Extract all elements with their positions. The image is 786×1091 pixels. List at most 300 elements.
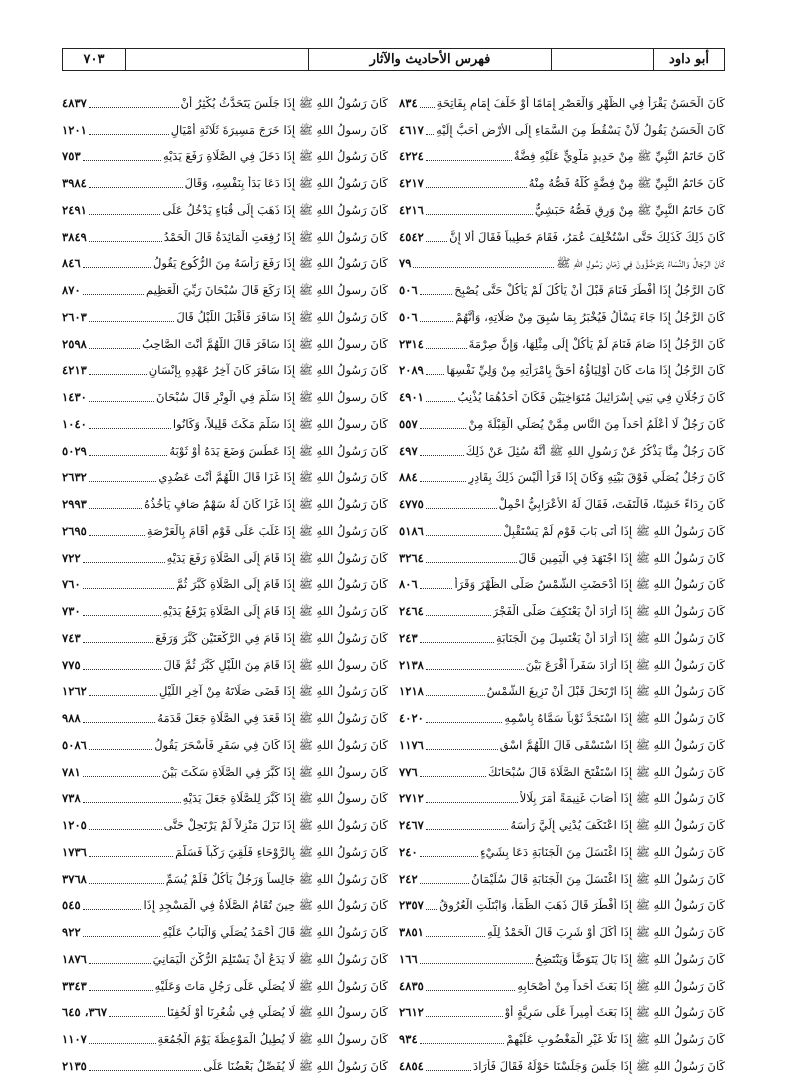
header-blank-cell: [125, 49, 308, 70]
entry-reference-number: ٢٦٣٢: [62, 470, 87, 485]
dot-leader: [426, 187, 527, 188]
index-entry: [399, 459, 725, 486]
entry-text: كَانَ رَسُولُ اللهِ ﷺ لَا يُفَصِّلُ بَعْضُنَا عَلَى: [203, 1058, 388, 1073]
entry-text: كَانَ رَسُولُ اللهِ ﷺ إِذَا بَعَثَ أَحَداً مِنْ أَصْحَابِهِ: [517, 978, 725, 993]
entry-text: كَانَ رسولُ اللهِ ﷺ إِذَا سَافَرَ قَالَ اللَّهُمَّ أَنْتَ الصَّاحِبُ: [142, 336, 388, 351]
left-column: [62, 84, 388, 1074]
index-entry: [62, 298, 388, 325]
index-entry: [62, 913, 388, 940]
entry-text: كَانَ رَسُولُ اللهِ ﷺ إِذَا أَرَادَ أَنْ يَعْتَكِفَ صَلَّى الْفَجْرَ: [492, 604, 725, 618]
dot-leader: [89, 241, 162, 242]
index-entry: [62, 967, 388, 994]
entry-reference-number: ٢٤٦٤: [399, 604, 424, 618]
entry-reference-number: ١٢٠٥: [62, 818, 87, 832]
dot-leader: [83, 909, 142, 910]
dot-leader: [83, 267, 151, 268]
entry-reference-number: ٤٨٣٥: [399, 978, 424, 993]
dot-leader: [89, 107, 179, 108]
index-entry: [399, 1047, 725, 1074]
index-entry: [399, 539, 725, 566]
dot-leader: [426, 348, 467, 349]
entry-reference-number: ٢٥٩٨: [62, 336, 87, 351]
index-entry: [62, 378, 388, 405]
index-entry: [399, 325, 725, 352]
entry-reference-number: ٣٢٦٤: [399, 550, 424, 565]
dot-leader: [426, 241, 447, 242]
entry-text: كَانَ رسولُ اللهِ ﷺ إِذَا خَرَجَ مَسِيرَةَ ثَلَاثَةِ أَمْيَالٍ: [170, 122, 388, 137]
index-entry: [62, 84, 388, 111]
index-entry: [62, 619, 388, 646]
index-entry: [399, 218, 725, 245]
entry-reference-number: ٩٢٢: [62, 925, 81, 939]
index-entry: [399, 860, 725, 887]
dot-leader: [420, 321, 454, 322]
entry-text: كَانَ رَسُولُ اللهِ ﷺ إِذَا غَزَا كَانَ لَهُ سَهْمٌ صَافٍ يَأْخُذُهُ: [144, 497, 388, 511]
dot-leader: [83, 776, 160, 777]
dot-leader: [426, 990, 515, 991]
entry-reference-number: ١١٧٦: [399, 737, 424, 752]
dot-leader: [83, 615, 161, 616]
dot-leader: [420, 856, 478, 857]
entry-reference-number: ٣٩٨٤: [62, 176, 87, 190]
entry-text: كَانَ رَسُولُ اللهِ ﷺ إِذَا قَامَ إِلَى الصَّلَاةِ كَبَّرَ ثُمَّ: [176, 577, 388, 592]
entry-reference-number: ١٢١٨: [399, 684, 424, 699]
index-entry: [62, 566, 388, 593]
entry-text: كَانَ رَسُولُ اللهِ ﷺ إِذَا أَتَى بَابَ قَوْمٍ لَمْ يَسْتَقْبِلْ: [503, 523, 725, 538]
entry-reference-number: ٤٢١٧: [399, 176, 424, 190]
entry-reference-number: ٣٨٥١: [399, 925, 424, 939]
entry-text: كَانَ رَسُولُ اللهِ ﷺ إِذَا غَلَبَ عَلَى قَوْمٍ أَقَامَ بِالْعَرْصَةِ: [146, 523, 388, 538]
entry-reference-number: ٧٦٠: [62, 577, 81, 592]
dot-leader: [89, 455, 168, 456]
index-entry: [62, 833, 388, 860]
index-entry: [62, 164, 388, 191]
entry-text: كَانَ رَسُولُ اللهِ ﷺ إِذَا ذَهَبَ إِلَى قُبَاءٍ يَدْخُلُ عَلَى: [162, 202, 388, 217]
entry-text: كَانَ رَسُولُ اللهِ ﷺ لَا يَدَعُ أَنْ يَسْتَلِمَ الرُّكْنَ الْيَمَانِيَ: [152, 951, 388, 966]
dot-leader: [426, 669, 524, 670]
dot-leader: [89, 508, 142, 509]
entry-text: كَانَ رَسُولُ اللهِ ﷺ إِذَا اسْتَسْقَى قَالَ اللَّهُمَّ اسْقِ: [499, 737, 725, 752]
entry-text: كَانَ خَاتَمُ النَّبِيِّ ﷺ مِنْ وَرِقٍ فَصُّهُ حَبَشِيٌّ: [534, 202, 725, 217]
entry-reference-number: ٤٥٤٢: [399, 229, 424, 244]
index-entry: [399, 753, 725, 780]
entry-text: كَانَ رَسُولُ اللهِ ﷺ إِذَا دَعَا بَدَأَ بِنَفْسِهِ، وَقَالَ: [184, 176, 388, 190]
index-entry: [399, 619, 725, 646]
dot-leader: [426, 562, 517, 563]
entry-text: كَانَ الرِّجَالُ وَالنِّسَاءُ يَتَوَضَّؤُونَ فِي زَمَانِ رَسُولِ اللهِ ﷺ: [556, 256, 725, 271]
index-entry: [62, 138, 388, 165]
entry-text: كَانَ ذَلِكَ كَذَلِكَ حَتَّى اسْتُخْلِفَ عُمَرُ، فَقَامَ خَطِيباً فَقَالَ أَلا إِنَّ: [449, 229, 725, 244]
index-entry: [399, 271, 725, 298]
dot-leader: [426, 829, 508, 830]
entry-text: كَانَ رَسُولُ اللهِ ﷺ إِذَا قَامَ إِلَى الصَّلَاةِ يَرْفَعُ يَدَيْهِ: [162, 604, 388, 618]
entry-text: كَانَ رَسُولُ اللهِ ﷺ إِذَا ارْتَحَلَ قَبْلَ أَنْ تَزِيغَ الشَّمْسُ: [486, 684, 725, 699]
index-entry: [62, 111, 388, 138]
entry-reference-number: ٧٥٣: [62, 149, 81, 164]
entry-reference-number: ٢٤٠: [399, 844, 418, 859]
dot-leader: [89, 321, 174, 322]
dot-leader: [420, 428, 467, 429]
dot-leader: [83, 669, 162, 670]
index-entry: [399, 352, 725, 379]
index-entry: [62, 405, 388, 432]
dot-leader: [426, 909, 437, 910]
dot-leader: [420, 642, 494, 643]
entry-text: كَانَ رسولُ اللهِ ﷺ إِذَا قَامَ مِنَ اللَّيْلِ كَبَّرَ ثُمَّ قَالَ: [163, 657, 388, 672]
entry-reference-number: ٢١٣٥: [62, 1058, 87, 1073]
dot-leader: [89, 535, 145, 536]
index-entry: [399, 806, 725, 833]
page-header: [62, 48, 725, 71]
entry-reference-number: ٤٠٢٠: [399, 711, 424, 725]
entry-text: كَانَ رَسُولُ اللهِ ﷺ جَالِساً وَرَجُلٌ يَأْكُلُ فَلَمْ يُسَمِّ: [165, 871, 388, 886]
index-entry: [62, 191, 388, 218]
dot-leader: [89, 883, 164, 884]
entry-text: كَانَ رَسُولُ اللهِ ﷺ إِذَا أَصَابَ غَنِيمَةً أَمَرَ بِلَالاً: [519, 791, 725, 806]
dot-leader: [89, 374, 147, 375]
index-entry: [399, 967, 725, 994]
entry-text: كَانَ رسولُ اللهِ ﷺ إِذَا رَكَعَ قَالَ سُبْحَانَ رَبِّيَ الْعَظِيمِ: [146, 283, 388, 297]
index-entry: [399, 512, 725, 539]
index-entry: [399, 566, 725, 593]
entry-reference-number: ١٤٣٠: [62, 390, 87, 404]
entry-reference-number: ٢٤٦٧: [399, 818, 424, 832]
dot-leader: [83, 936, 161, 937]
entry-text: كَانَ رَسُولُ اللهِ ﷺ إِذَا دَخَلَ فِي الصَّلَاةِ رَفَعَ يَدَيْهِ: [162, 149, 388, 164]
entry-reference-number: ١٢٠١: [62, 122, 87, 137]
dot-leader: [426, 134, 434, 135]
index-entry: [399, 780, 725, 807]
entry-text: كَانَ رَسُولُ اللهِ ﷺ إِذَا جَلَسَ يَتَحَدَّثُ يُكْثِرُ أَنْ: [180, 95, 388, 110]
entry-reference-number: ٨٨٤: [399, 470, 418, 485]
entry-reference-number: ٥٠٦: [399, 283, 418, 297]
index-entry: [399, 164, 725, 191]
index-entry: [399, 646, 725, 673]
dot-leader: [89, 134, 169, 135]
dot-leader: [426, 1070, 471, 1071]
entry-reference-number: ٢٤٩١: [62, 202, 87, 217]
entry-text: كَانَ رَسُولُ اللهِ ﷺ إِذَا غَزَا قَالَ اللَّهُمَّ أَنْتَ عَضُدِي: [158, 470, 388, 485]
index-entry: [62, 1020, 388, 1047]
entry-reference-number: ٢٦٩٥: [62, 523, 87, 538]
dot-leader: [89, 481, 156, 482]
index-entry: [62, 940, 388, 967]
entry-text: كَانَ الرَّجُلُ إِذَا جَاءَ يَسْأَلُ فَيُخْبَرُ بِمَا سُبِقَ مِنْ صَلَاتِهِ، وَأَنَّهُمْ: [455, 309, 725, 324]
dot-leader: [426, 374, 444, 375]
index-entry: [62, 218, 388, 245]
entry-text: كَانَ رَسُولُ اللهِ ﷺ إِذَا اغْتَسَلَ مِنَ الْجَنَابَةِ قَالَ سُلَيْمَانُ: [471, 871, 725, 886]
entry-reference-number: ٤٨٣٧: [62, 95, 87, 110]
index-entry: [399, 245, 725, 272]
entry-text: كَانَ رَسُولُ اللهِ ﷺ إِذَا سَافَرَ فَأَقْبَلَ اللَّيْلُ قَالَ: [176, 309, 388, 324]
dot-leader: [89, 1043, 156, 1044]
entry-reference-number: ٥٥٧: [399, 416, 418, 431]
entry-text: كَانَ خَاتَمُ النَّبِيِّ ﷺ مِنْ فِضَّةٍ كُلُّهُ فَصُّهُ مِنْهُ: [528, 176, 725, 190]
dot-leader: [83, 562, 165, 563]
entry-text: كَانَ رسولُ اللهِ ﷺ إِذَا كَبَّرَ فِي الصَّلَاةِ سَكَتَ بَيْنَ: [161, 764, 388, 779]
index-entry: [62, 860, 388, 887]
entry-reference-number: ١٠٤٠: [62, 416, 87, 431]
index-entry: [399, 887, 725, 914]
entry-reference-number: ٤٨٥٤: [399, 1058, 424, 1073]
index-entry: [62, 780, 388, 807]
entry-text: كَانَ رَسُولُ اللهِ ﷺ إِذَا عَطَسَ وَضَعَ يَدَهُ أَوْ ثَوْبَهُ: [169, 443, 388, 458]
dot-leader: [426, 936, 485, 937]
dot-leader: [89, 963, 151, 964]
entry-text: كَانَ الرَّجُلُ إِذَا صَامَ فَنَامَ لَمْ يَأْكُلْ إِلَى مِثْلِهَا، وَإِنَّ صِرْمَةَ: [468, 336, 725, 351]
entry-reference-number: ٣٨٤٩: [62, 229, 87, 244]
entry-text: كَانَ رَجُلٌ مِنَّا يَذْكُرُ عَنْ رَسُولِ اللهِ ﷺ أَنَّهُ سُئِلَ عَنْ ذَلِكَ: [465, 443, 725, 458]
dot-leader: [83, 642, 154, 643]
entry-text: كَانَ رَسُولُ اللهِ ﷺ إِذَا رُفِعَتِ الْمَائِدَةُ قَالَ الْحَمْدُ: [163, 229, 388, 244]
index-entry: [399, 84, 725, 111]
entry-text: كَانَ رسولُ اللهِ ﷺ إِذَا سَلَّمَ مَكَثَ قَلِيلاً، وَكَانُوا: [172, 416, 388, 431]
index-entry: [62, 592, 388, 619]
dot-leader: [426, 535, 501, 536]
entry-text: كَانَ رَسُولُ اللهِ ﷺ إِذَا اجْتَهَدَ فِي الْيَمِينِ قَالَ: [518, 550, 725, 565]
entry-reference-number: ٢٦٠٣: [62, 309, 87, 324]
entry-text: كَانَ رَسُولُ اللهِ ﷺ إِذَا اغْتَسَلَ مِنَ الْجَنَابَةِ دَعَا بِشَيْءٍ: [480, 844, 725, 859]
index-entry: [62, 352, 388, 379]
entry-text: كَانَ رَسُولُ اللهِ ﷺ لَا يُصَلِّي عَلَى رَجُلٍ مَاتَ وَعَلَيْهِ: [154, 978, 388, 993]
entry-text: كَانَ رَسُولُ اللهِ ﷺ إِذَا رَفَعَ رَأْسَهُ مِنَ الرُّكُوعِ يَقُولُ: [152, 256, 388, 271]
dot-leader: [413, 267, 554, 268]
dot-leader: [420, 1043, 505, 1044]
entry-reference-number: ١٢٦٢: [62, 684, 87, 699]
index-entry: [62, 485, 388, 512]
index-entry: [399, 699, 725, 726]
right-column: [399, 84, 725, 1074]
entry-text: كَانَ رَسُولُ اللهِ ﷺ إِذَا بَعَثَ أَمِيراً عَلَى سَرِيَّةٍ أَوْ: [504, 1005, 725, 1020]
index-entry: [399, 592, 725, 619]
index-columns: [62, 84, 725, 1074]
entry-reference-number: ٤٢١٣: [62, 363, 87, 378]
entry-reference-number: ٤٦١٧: [399, 122, 424, 137]
entry-text: كَانَ رسولُ اللهِ ﷺ إِذَا سَلَّمَ فِي الْوِتْرِ قَالَ سُبْحَانَ: [156, 390, 388, 404]
index-entry: [62, 245, 388, 272]
index-entry: [62, 1047, 388, 1074]
entry-reference-number: ٧٨١: [62, 764, 81, 779]
dot-leader: [89, 214, 160, 215]
index-entry: [399, 111, 725, 138]
header-page-number: ٧٠٣: [83, 52, 105, 67]
entry-text: كَانَ رَجُلَانِ فِي بَنِي إِسْرَائِيلَ مُتَوَاخِيَيْنِ فَكَانَ أَحَدُهُمَا يُذْنِبُ: [457, 390, 725, 404]
dot-leader: [426, 214, 533, 215]
dot-leader: [426, 695, 485, 696]
entry-text: كَانَ رَسُولُ اللهِ ﷺ إِذَا قَامَ فِي الرَّكْعَتَيْنِ كَبَّرَ وَرَفَعَ: [155, 630, 388, 645]
entry-reference-number: ٢٣١٤: [399, 336, 424, 351]
index-entry: [62, 673, 388, 700]
entry-reference-number: ٧٤٣: [62, 630, 81, 645]
entry-text: كَانَ رَسُولُ اللهِ ﷺ إِذَا نَزَلَ مَنْزِلاً لَمْ يَرْتَحِلْ حَتَّى: [163, 818, 388, 832]
entry-reference-number: ٨٤٦: [62, 256, 81, 271]
entry-reference-number: ٩٨٨: [62, 711, 81, 725]
dot-leader: [89, 749, 152, 750]
dot-leader: [83, 588, 175, 589]
entry-reference-number: ٣٦٧، ٦٤٥: [62, 1005, 108, 1020]
entry-text: كَانَ رسولُ اللهِ ﷺ إِذَا كَبَّرَ لِلصَّلَاةِ جَعَلَ يَدَيْهِ: [182, 791, 388, 806]
entry-reference-number: ١٨٧٦: [62, 951, 87, 966]
index-entry: [399, 405, 725, 432]
dot-leader: [420, 883, 469, 884]
entry-text: كَانَ رَسُولُ اللهِ ﷺ حِينَ تُقَامُ الصَّلَاةُ فِي الْمَسْجِدِ إِذَا: [143, 898, 388, 913]
dot-leader: [420, 455, 464, 456]
index-entry: [399, 298, 725, 325]
entry-reference-number: ٥٠٨٦: [62, 737, 87, 752]
entry-reference-number: ٥٠٢٩: [62, 443, 87, 458]
index-entry: [62, 539, 388, 566]
dot-leader: [89, 1070, 201, 1071]
entry-reference-number: ٧٢٢: [62, 550, 81, 565]
dot-leader: [420, 107, 435, 108]
index-entry: [399, 940, 725, 967]
entry-text: كَانَ رَسُولُ اللهِ ﷺ إِذَا جَلَسَ وَجَلَسْنَا حَوْلَهُ فَقَالَ فَأَرَادَ: [473, 1058, 725, 1073]
index-entry: [62, 753, 388, 780]
entry-reference-number: ٧٧٦: [399, 764, 418, 779]
entry-text: كَانَ الْحَسَنُ يَقْرَأُ فِي الظُّهْرِ وَالْعَصْرِ إِمَامًا أَوْ خَلْفَ إِمَامٍ بِفَاتِحَةِ: [436, 95, 725, 110]
entry-reference-number: ٥٠٦: [399, 309, 418, 324]
entry-reference-number: ٤٢١٦: [399, 202, 424, 217]
entry-text: كَانَ رسولُ اللهِ ﷺ لَا يُطِيلُ الْمَوْعِظَةَ يَوْمَ الْجُمُعَةِ: [157, 1032, 388, 1046]
index-entry: [62, 271, 388, 298]
index-entry: [62, 325, 388, 352]
entry-text: كَانَ رَسُولُ اللهِ ﷺ إِذَا أَفْطَرَ قَالَ ذَهَبَ الظَّمَأُ، وَابْتَلَّتِ الْعُرُوقُ: [439, 898, 725, 913]
index-entry: [399, 191, 725, 218]
entry-reference-number: ٢٣٥٧: [399, 898, 424, 913]
entry-text: كَانَ رَجُلٌ يُصَلِّي فَوْقَ بَيْتِهِ وَكَانَ إِذَا قَرَأَ أَلَيْسَ ذَلِكَ بِقَادِرٍ: [468, 470, 725, 485]
entry-text: كَانَ رَسُولُ اللهِ ﷺ إِذَا قَامَ إِلَى الصَّلَاةِ رَفَعَ يَدَيْهِ: [166, 550, 388, 565]
entry-reference-number: ١٧٣٦: [62, 844, 87, 859]
index-entry: [399, 673, 725, 700]
entry-text: كَانَ رَسُولُ اللهِ ﷺ إِذَا أَرَادَ أَنْ يَغْتَسِلَ مِنَ الْجَنَابَةِ: [495, 630, 725, 645]
index-entry: [399, 138, 725, 165]
index-entry: [399, 994, 725, 1021]
index-entry: [399, 1020, 725, 1047]
index-entry: [399, 432, 725, 459]
header-author: أبو داود: [653, 49, 724, 70]
dot-leader: [89, 990, 153, 991]
entry-text: كَانَ الْحَسَنُ يَقُولُ لَأَنْ يَسْقُطَ مِنَ السَّمَاءِ إِلَى الأَرْضِ أَحَبُّ إِلَيْهِ: [436, 122, 725, 137]
index-entry: [62, 806, 388, 833]
dot-leader: [420, 776, 486, 777]
dot-leader: [426, 615, 491, 616]
entry-reference-number: ٨٣٤: [399, 95, 418, 110]
entry-text: كَانَ خَاتَمُ النَّبِيِّ ﷺ مِنْ حَدِيدٍ مَلْوِيٍّ عَلَيْهِ فِضَّةٌ: [513, 149, 725, 164]
entry-text: كَانَ رَجُلٌ لَا أَعْلَمُ أَحَداً مِنَ النَّاسِ مِمَّنْ يُصَلِّي الْقِبْلَةَ مِنْ: [468, 416, 725, 431]
index-entry: [62, 994, 388, 1021]
entry-reference-number: ٤٢٢٤: [399, 149, 424, 164]
index-entry: [62, 726, 388, 753]
entry-reference-number: ١٦٦: [399, 951, 418, 966]
entry-text: كَانَ رَسُولُ اللهِ ﷺ إِذَا أَرَادَ سَفَراً أَقْرَعَ بَيْنَ: [525, 657, 725, 672]
entry-reference-number: ٣٧٦٨: [62, 871, 87, 886]
entry-text: كَانَ رَسُولُ اللهِ ﷺ إِذَا أَكَلَ أَوْ شَرِبَ قَالَ الْحَمْدُ لِلَّهِ: [486, 925, 725, 939]
entry-reference-number: ٧٩: [399, 256, 412, 271]
dot-leader: [83, 160, 161, 161]
dot-leader: [89, 428, 171, 429]
dot-leader: [83, 294, 144, 295]
entry-reference-number: ٨٠٦: [399, 577, 418, 592]
entry-reference-number: ٣٣٤٣: [62, 978, 87, 993]
entry-reference-number: ٥١٨٦: [399, 523, 424, 538]
dot-leader: [89, 829, 162, 830]
index-entry: [62, 646, 388, 673]
entry-text: كَانَ رَسُولُ اللهِ ﷺ إِذَا اعْتَكَفَ يُدْنِي إِلَيَّ رَأْسَهُ: [510, 818, 725, 832]
entry-reference-number: ٤٩٧: [399, 443, 418, 458]
dot-leader: [420, 963, 533, 964]
dot-leader: [426, 508, 497, 509]
dot-leader: [420, 588, 453, 589]
dot-leader: [109, 1016, 165, 1017]
dot-leader: [89, 856, 173, 857]
index-entry: [399, 378, 725, 405]
entry-text: كَانَ رَسُولُ اللهِ ﷺ بِالرَّوْحَاءِ فَلَقِيَ رَكْباً فَسَلَّمَ: [175, 844, 388, 859]
entry-reference-number: ٢٠٨٩: [399, 363, 424, 378]
index-entry: [62, 887, 388, 914]
dot-leader: [426, 1016, 503, 1017]
dot-leader: [426, 802, 518, 803]
entry-reference-number: ٤٩٠١: [399, 390, 424, 404]
entry-text: كَانَ رِدَاءً خَشِنًا، فَالْتَفَتَ، فَقَالَ لَهُ الأَعْرَابِيُّ احْمِلْ: [498, 497, 725, 511]
entry-reference-number: ٢٤٢: [399, 871, 418, 886]
entry-reference-number: ٧٧٥: [62, 657, 81, 672]
dot-leader: [89, 401, 154, 402]
entry-text: كَانَ رَسُولُ اللهِ ﷺ إِذَا اسْتَفْتَحَ الصَّلَاةَ قَالَ سُبْحَانَكَ: [488, 764, 725, 779]
dot-leader: [426, 722, 502, 723]
entry-reference-number: ٢٤٣: [399, 630, 418, 645]
entry-reference-number: ٢٦١٢: [399, 1005, 424, 1020]
dot-leader: [420, 481, 467, 482]
index-entry: [62, 512, 388, 539]
entry-reference-number: ١١٠٧: [62, 1032, 87, 1046]
entry-reference-number: ٢٧١٢: [399, 791, 424, 806]
entry-reference-number: ٤٧٧٥: [399, 497, 424, 511]
dot-leader: [89, 695, 157, 696]
dot-leader: [83, 722, 156, 723]
index-entry: [399, 913, 725, 940]
entry-text: كَانَ الرَّجُلُ إِذَا أَفْطَرَ فَنَامَ قَبْلَ أَنْ يَأْكُلَ لَمْ يَأْكُلْ حَتَّى يُصْبِحَ: [454, 283, 725, 297]
entry-reference-number: ٢١٣٨: [399, 657, 424, 672]
dot-leader: [420, 294, 453, 295]
entry-text: كَانَ الرَّجُلُ إِذَا مَاتَ كَانَ أَوْلِيَاؤُهُ أَحَقَّ بِامْرَأَتِهِ مِنْ وَلِيِّ نَفْسِهَا: [446, 363, 725, 378]
index-entry: [399, 485, 725, 512]
entry-text: كَانَ رَسُولُ اللهِ ﷺ إِذَا أَدْحَضَتِ الشَّمْسُ صَلَّى الظُّهْرَ وَقَرَأَ: [454, 577, 725, 592]
entry-reference-number: ٢٩٩٣: [62, 497, 87, 511]
entry-text: كَانَ رَسُولُ اللهِ ﷺ إِذَا كَانَ فِي سَفَرٍ فَأَسْحَرَ يَقُولُ: [154, 737, 388, 752]
entry-reference-number: ٩٣٤: [399, 1032, 418, 1046]
entry-reference-number: ٥٤٥: [62, 898, 81, 913]
index-entry: [399, 726, 725, 753]
header-blank-cell: [551, 49, 653, 70]
index-entry: [399, 833, 725, 860]
entry-text: كَانَ رَسُولُ اللهِ ﷺ إِذَا قَضَى صَلَاتَهُ مِنْ آخِرِ اللَّيْلِ: [158, 684, 388, 699]
index-entry: [62, 459, 388, 486]
index-entry: [62, 432, 388, 459]
index-entry: [62, 699, 388, 726]
dot-leader: [89, 348, 140, 349]
entry-text: كَانَ رَسُولُ اللهِ ﷺ إِذَا اسْتَجَدَّ ثَوْباً سَمَّاهُ بِاسْمِهِ: [504, 711, 725, 725]
dot-leader: [89, 187, 183, 188]
header-title: فهرس الأحاديث والآثار: [308, 49, 551, 70]
entry-text: كَانَ رَسُولُ اللهِ ﷺ إِذَا سَافَرَ كَانَ آخِرُ عَهْدِهِ بِإِنْسَانٍ: [148, 363, 388, 378]
entry-reference-number: ٧٣٠: [62, 604, 81, 618]
entry-text: كَانَ رَسُولُ اللهِ ﷺ إِذَا تَلَا غَيْرِ الْمَغْضُوبِ عَلَيْهِمْ: [506, 1032, 725, 1046]
entry-reference-number: ٧٣٨: [62, 791, 81, 806]
dot-leader: [426, 401, 456, 402]
dot-leader: [426, 160, 512, 161]
entry-text: كَانَ رَسُولُ اللهِ ﷺ إِذَا قَعَدَ فِي الصَّلَاةِ جَعَلَ قَدَمَهُ: [157, 711, 388, 725]
dot-leader: [83, 802, 181, 803]
